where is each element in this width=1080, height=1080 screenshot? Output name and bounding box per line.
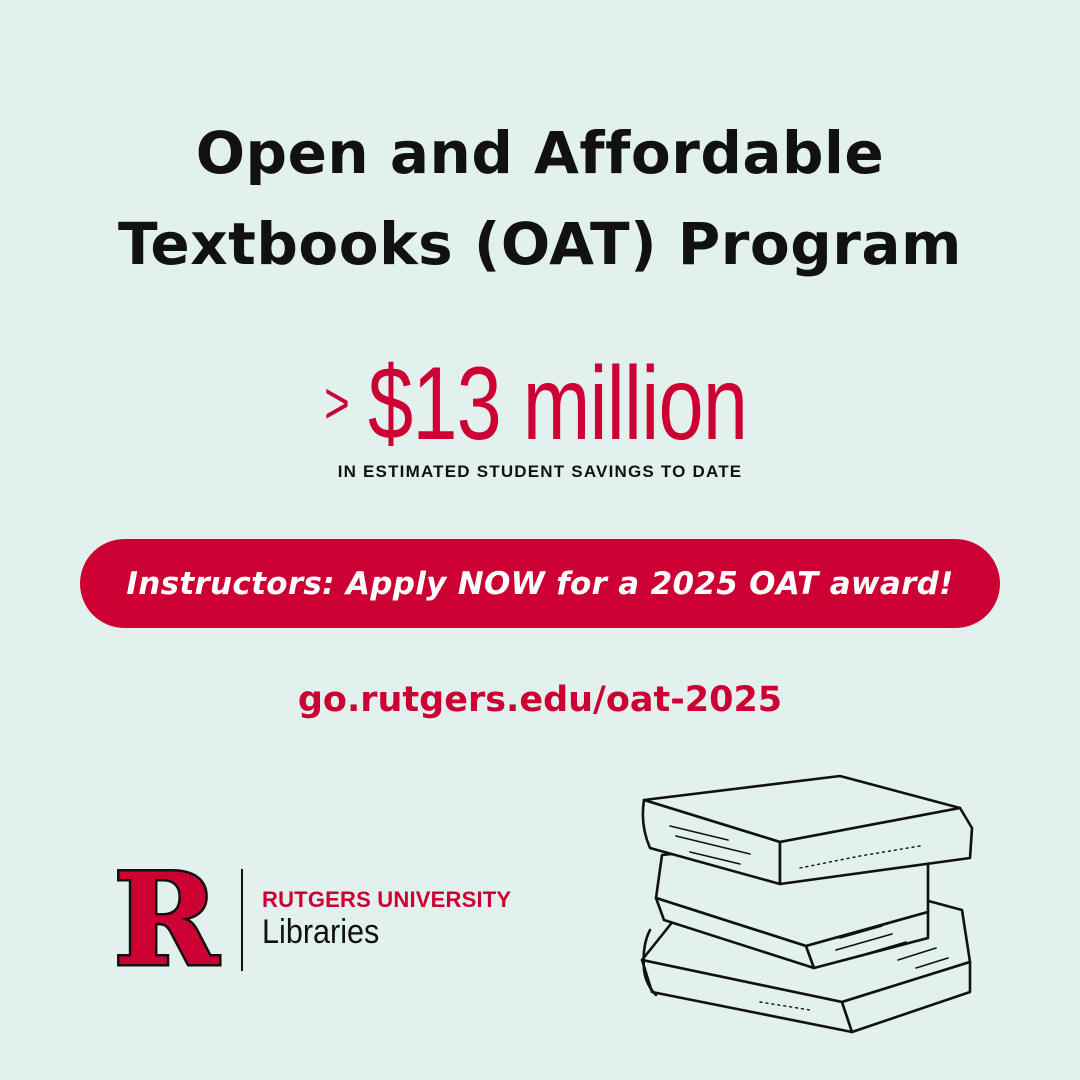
logo-divider [241,869,243,971]
logo-letter: R [113,868,219,972]
logo-wordmark [262,888,511,951]
apply-now-label: Instructors: Apply NOW for a 2025 OAT award! [126,565,954,602]
logo-libraries: Libraries [262,912,380,951]
logo-university: RUTGERS UNIVERSITY [262,887,512,913]
program-link[interactable]: go.rutgers.edu/oat-2025 [297,680,783,720]
title-line-2: Textbooks (OAT) Program [118,210,962,279]
apply-now-banner[interactable] [80,539,1000,628]
rutgers-libraries-logo [108,868,511,972]
title-line-1: Open and Affordable [195,119,885,187]
stat-amount: $13 million [368,346,748,462]
savings-stat [0,346,1080,462]
book-stack-icon [630,770,980,1040]
rutgers-r-logo-icon [108,868,224,972]
page-title [0,108,1080,290]
stat-caption: IN ESTIMATED STUDENT SAVINGS TO DATE [337,462,743,481]
stat-prefix: > [324,371,351,436]
